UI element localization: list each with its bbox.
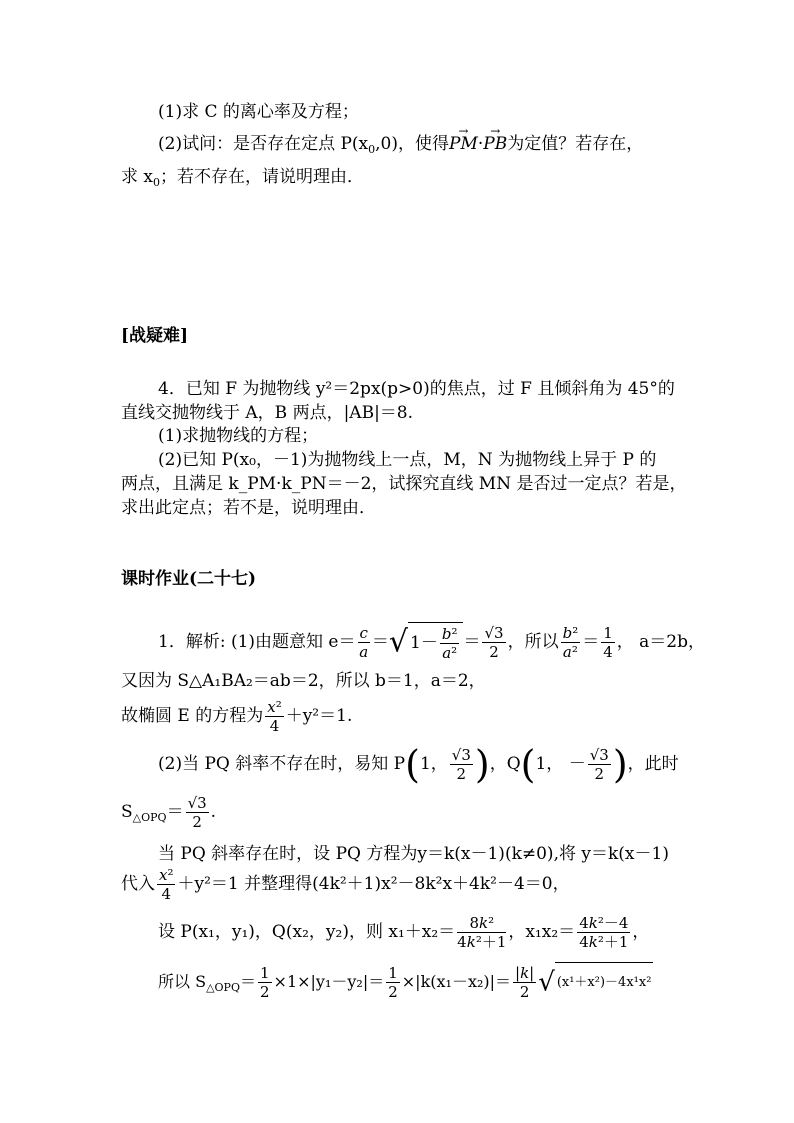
p4-line6: 求出此定点；若不是，说明理由．	[121, 498, 376, 518]
sol-line6: 当 PQ 斜率存在时，设 PQ 方程为y＝k(x－1)(k≠0),将 y＝k(x－1)	[158, 844, 669, 864]
sol-line4: (2)当 PQ 斜率不存在时，易知 P(1， $\frac{√3}{2}$ )，Q(1， － $\frac{√3}{2}$ )，此时	[158, 742, 679, 787]
p3-part1: (1)求 C 的离心率及方程；	[158, 102, 359, 122]
p3-part2: (2)试问：是否存在定点 $P(x_0,0)$，使得→ PM·→ PB为定值？若存在，	[158, 133, 643, 161]
p4-line1: 4．已知 F 为抛物线 y²＝2px(p>0)的焦点，过 F 且倾斜角为 45°的	[158, 379, 675, 399]
sol-line3: 故椭圆 E 的方程为 $\frac{\text{x²}}{4}$ ＋y²＝1.	[121, 698, 353, 735]
sol-line1: 1．解析: (1)由题意知 e＝ $\frac{c}{a}$ ＝√ 1－ $\frac{\text{b²}}{\text{a²}}$ ＝ $\frac{√3}{2}$ ，所以 $\frac{\text{b²}}{\text{a²}}$ ＝ $\frac{1}{4}$ ， a＝2b，	[158, 624, 706, 662]
section-challenge-heading: [战疑难]	[121, 326, 189, 346]
p4-line2: 直线交抛物线于 A，B 两点，|AB|＝8.	[121, 403, 414, 423]
vector-pm: → PM	[449, 133, 478, 155]
vector-pb: → PB	[483, 133, 507, 155]
p4-line3: (1)求抛物线的方程；	[158, 426, 319, 446]
sol-line8: 设 P(x₁，y₁)，Q(x₂，y₂)，则 x₁＋x₂＝ $\frac{\text{8k²}}{\text{4k²＋1}}$ ，x₁x₂＝ $\frac{\text{4k²－4}}{\text{4k²＋1}}$ ，	[158, 914, 650, 951]
p3-part2-line2: 求 $x_0$；若不存在，请说明理由．	[121, 167, 364, 189]
p4-line5: 两点，且满足 k_PM·k_PN＝－2，试探究直线 MN 是否过一定点？若是，	[121, 474, 687, 494]
sol-line2: 又因为 S△A₁BA₂＝ab＝2，所以 b＝1，a＝2，	[121, 671, 486, 691]
p4-line4: (2)已知 P(x₀，－1)为抛物线上一点，M，N 为抛物线上异于 P 的	[158, 450, 657, 470]
sol-line5: $S_{\triangle OPQ}=$ $\frac{√3}{2}$ .	[121, 794, 217, 831]
sol-line9: 所以 $S_{\triangle OPQ}=$ $\frac{1}{2}$ ×1×|y₁－y₂|＝ $\frac{1}{2}$ ×|k(x₁－x₂)|＝ $\frac{|k|}{2}$ √ (x¹＋x²)－4x¹x²	[158, 964, 652, 1001]
section-homework-heading: 课时作业(二十七)	[121, 569, 257, 589]
sol-line7: 代入 $\frac{\text{x²}}{4}$ ＋y²＝1 并整理得(4k²＋1)x²－8k²x＋4k²－4＝0，	[121, 866, 570, 903]
